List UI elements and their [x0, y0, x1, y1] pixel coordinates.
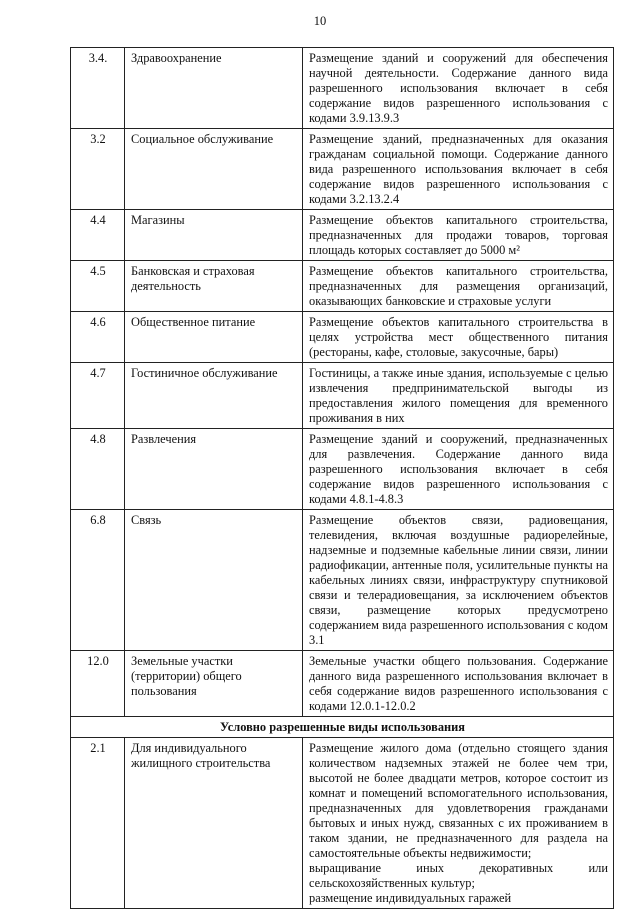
row-use-name: Гостиничное обслуживание	[125, 363, 303, 429]
row-code: 4.4	[71, 210, 125, 261]
row-use-name: Земельные участки (территории) общего пользования	[125, 651, 303, 717]
row-description: Гостиницы, а также иные здания, используемые с целью извлечения предпринимательской выгоды из предоставления жилого помещения для временного проживания в них	[303, 363, 614, 429]
row-use-name: Магазины	[125, 210, 303, 261]
table-row	[71, 312, 614, 363]
row-code: 3.4.	[71, 48, 125, 129]
row-code: 3.2	[71, 129, 125, 210]
table-row	[71, 129, 614, 210]
table-row	[71, 261, 614, 312]
row-description	[303, 738, 614, 909]
table-row	[71, 429, 614, 510]
section-header-row	[71, 717, 614, 738]
row-use-name: Для индивидуального жилищного строительства	[125, 738, 303, 909]
row-description: Размещение объектов капитального строительства, предназначенных для размещения организаций, оказывающих банковские и страховые услуги	[303, 261, 614, 312]
row-code: 4.6	[71, 312, 125, 363]
section-title: Условно разрешенные виды использования	[71, 717, 614, 738]
row-description: Размещение объектов капитального строительства, предназначенных для продажи товаров, торговая площадь которых составляет до 5000 м²	[303, 210, 614, 261]
row-use-name: Социальное обслуживание	[125, 129, 303, 210]
table-row	[71, 510, 614, 651]
permitted-use-table	[70, 47, 614, 909]
description-paragraph: выращивание иных декоративных или сельскохозяйственных культур;	[309, 861, 608, 890]
row-code: 4.5	[71, 261, 125, 312]
row-code: 4.8	[71, 429, 125, 510]
page-number: 10	[313, 14, 327, 28]
row-code: 2.1	[71, 738, 125, 909]
table-row	[71, 738, 614, 909]
row-code: 4.7	[71, 363, 125, 429]
row-use-name: Общественное питание	[125, 312, 303, 363]
row-code: 6.8	[71, 510, 125, 651]
row-use-name: Развлечения	[125, 429, 303, 510]
row-code: 12.0	[71, 651, 125, 717]
row-description: Земельные участки общего пользования. Содержание данного вида разрешенного использования включает в себя содержание видов разрешенного использования с кодами 12.0.1-12.0.2	[303, 651, 614, 717]
table-row	[71, 651, 614, 717]
description-paragraph: Размещение жилого дома (отдельно стоящего здания количеством надземных этажей не более чем три, высотой не более двадцати метров, которое состоит из комнат и помещений вспомогательного использования, предназначенных для удовлетворения гражданами бытовых и иных нужд, связанных с их проживанием в таком здании, не предназначенного для раздела на самостоятельные объекты недвижимости;	[309, 741, 608, 860]
row-description: Размещение объектов связи, радиовещания, телевидения, включая воздушные радиорелейные, надземные и подземные кабельные линии связи, линии радиофикации, антенные поля, усилительные пункты на кабельных линиях связи, инфраструктуру спутниковой связи и телерадиовещания, за исключением объектов связи, размещение которых предусмотрено содержанием вида разрешенного использования с кодом 3.1	[303, 510, 614, 651]
row-description: Размещение объектов капитального строительства в целях устройства мест общественного питания (рестораны, кафе, столовые, закусочные, бары)	[303, 312, 614, 363]
row-description: Размещение зданий и сооружений для обеспечения научной деятельности. Содержание данного вида разрешенного использования включает в себя содержание видов разрешенного использования с кодами 3.9.13.9.3	[303, 48, 614, 129]
table-row	[71, 210, 614, 261]
row-description: Размещение зданий, предназначенных для оказания гражданам социальной помощи. Содержание данного вида разрешенного использования включает в себя содержание видов разрешенного использования с кодами 3.2.13.2.4	[303, 129, 614, 210]
row-use-name: Банковская и страховая деятельность	[125, 261, 303, 312]
row-description: Размещение зданий и сооружений, предназначенных для развлечения. Содержание данного вида разрешенного использования включает в себя содержание видов разрешенного использования с кодами 4.8.1-4.8.3	[303, 429, 614, 510]
description-paragraph: размещение индивидуальных гаражей	[309, 891, 512, 905]
table-row	[71, 48, 614, 129]
row-use-name: Связь	[125, 510, 303, 651]
table-row	[71, 363, 614, 429]
row-use-name: Здравоохранение	[125, 48, 303, 129]
